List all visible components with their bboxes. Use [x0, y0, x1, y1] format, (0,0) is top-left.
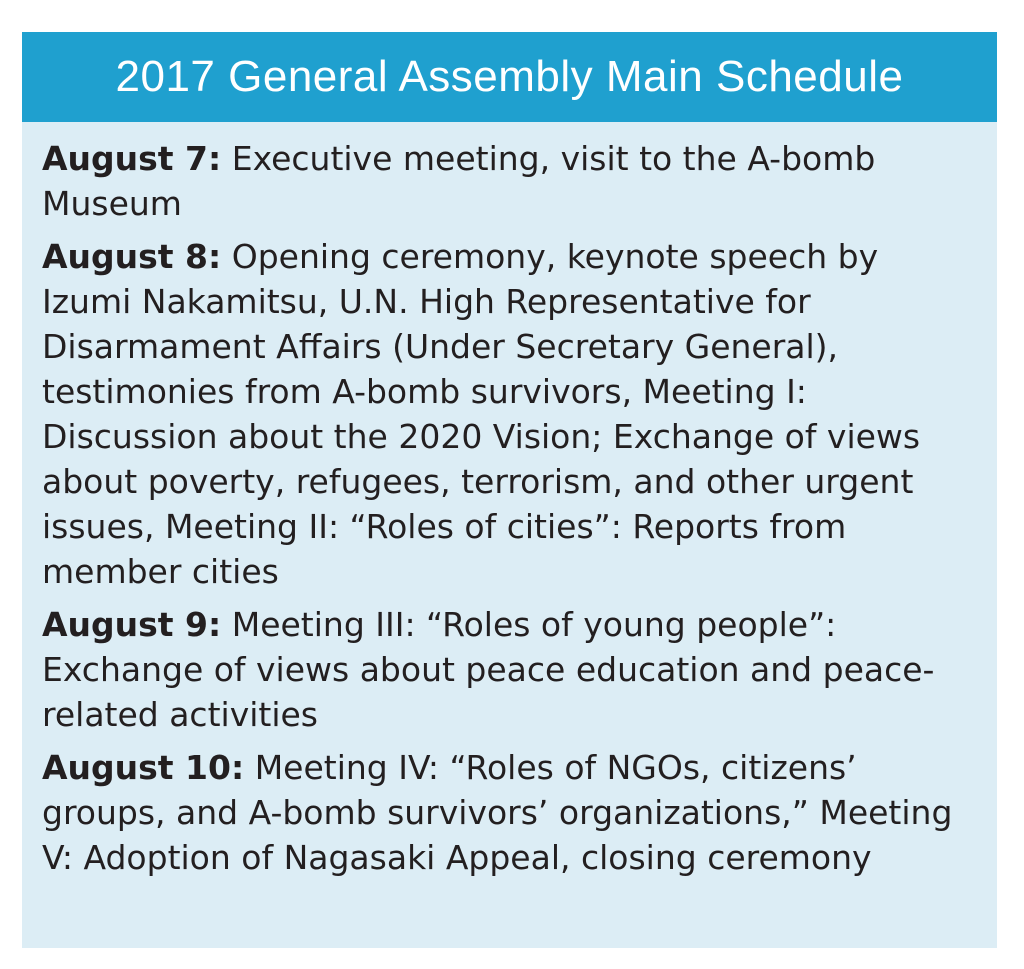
entry-text: Executive meeting, visit to the A-bomb Museum [42, 139, 876, 223]
schedule-entry-august-10 [42, 745, 971, 880]
schedule-title: 2017 General Assembly Main Schedule [115, 52, 904, 101]
schedule-entry-august-8 [42, 234, 971, 594]
entry-text: Meeting III: “Roles of young people”: Exchange of views about peace education and peace-related activities [42, 605, 935, 734]
schedule-entry-august-7 [42, 136, 971, 226]
entry-date: August 9: [42, 605, 222, 644]
schedule-entry-august-9 [42, 602, 971, 737]
entry-text: Meeting IV: “Roles of NGOs, citizens’ groups, and A-bomb survivors’ organizations,” Meeting V: Adoption of Nagasaki Appeal, closing ceremony [42, 748, 953, 877]
entry-date: August 10: [42, 748, 245, 787]
entry-date: August 7: [42, 139, 222, 178]
entry-date: August 8: [42, 237, 222, 276]
title-bar [22, 32, 997, 122]
entry-text: Opening ceremony, keynote speech by Izumi Nakamitsu, U.N. High Representative for Disarmament Affairs (Under Secretary General), testimonies from A-bomb survivors, Meeting I: Discussion about the 2020 Vision; Exchange of views about poverty, refugees, terrorism, and other urgent issues, Meeting II: “Roles of cities”: Reports from member cities [42, 237, 921, 591]
schedule-list [22, 122, 997, 880]
schedule-box [22, 32, 997, 948]
